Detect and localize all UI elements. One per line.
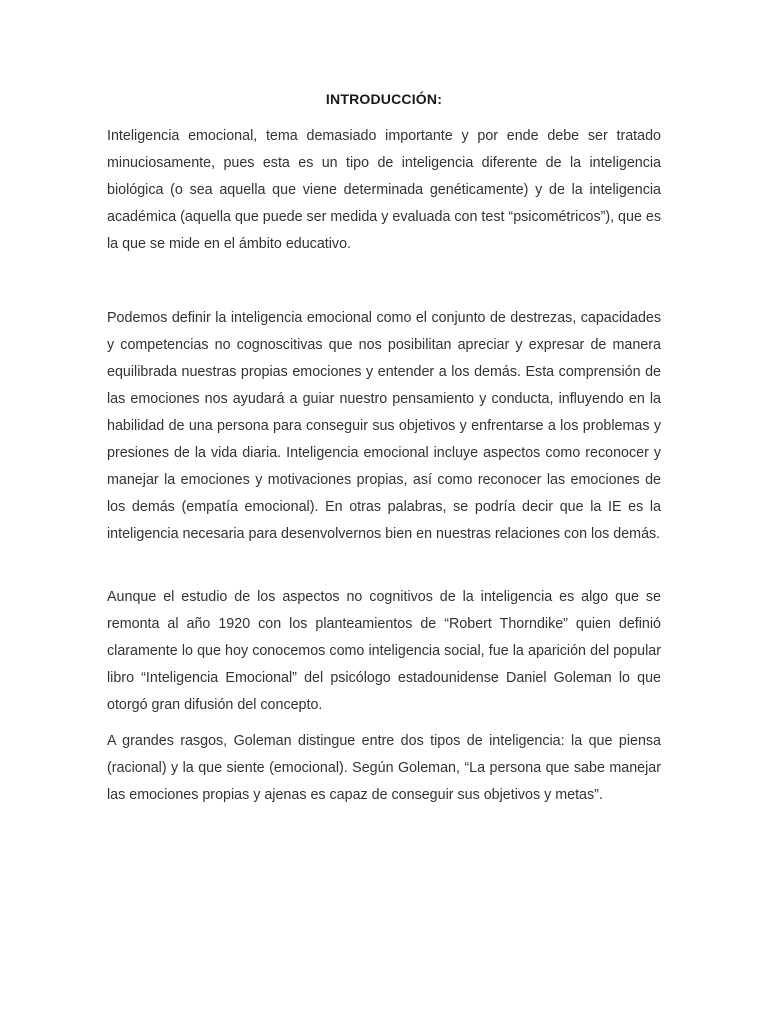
document-title: INTRODUCCIÓN: bbox=[325, 91, 443, 107]
paragraph-goleman: A grandes rasgos, Goleman distingue entre dos tipos de inteligencia: la que piensa (racional) y la que siente (emocional). Según Goleman, “La persona que sabe manejar las emociones propias y ajenas es capaz de conseguir sus objetivos y metas”. bbox=[107, 733, 661, 803]
paragraph-history: Aunque el estudio de los aspectos no cognitivos de la inteligencia es algo que se remonta al año 1920 con los planteamientos de “Robert Thorndike” quien definió claramente lo que hoy conocemos como inteligencia social, fue la aparición del popular libro “Inteligencia Emocional” del psicólogo estadounidense Daniel Goleman lo que otorgó gran difusión del concepto. bbox=[107, 589, 661, 713]
paragraph-introduction: Inteligencia emocional, tema demasiado importante y por ende debe ser tratado minuciosamente, pues esta es un tipo de inteligencia diferente de la inteligencia biológica (o sea aquella que viene determinada genéticamente) y de la inteligencia académica (aquella que puede ser medida y evaluada con test “psicométricos”), que es la que se mide en el ámbito educativo. bbox=[107, 128, 661, 252]
paragraph-definition: Podemos definir la inteligencia emocional como el conjunto de destrezas, capacidades y competencias no cognoscitivas que nos posibilitan apreciar y expresar de manera equilibrada nuestras propias emociones y entender a los demás. Esta comprensión de las emociones nos ayudará a guiar nuestro pensamiento y conducta, influyendo en la habilidad de una persona para conseguir sus objetivos y enfrentarse a los problemas y presiones de la vida diaria. Inteligencia emocional incluye aspectos como reconocer y manejar la emociones y motivaciones propias, así como reconocer las emociones de los demás (empatía emocional). En otras palabras, se podría decir que la IE es la inteligencia necesaria para desenvolvernos bien en nuestras relaciones con los demás. bbox=[107, 310, 661, 542]
